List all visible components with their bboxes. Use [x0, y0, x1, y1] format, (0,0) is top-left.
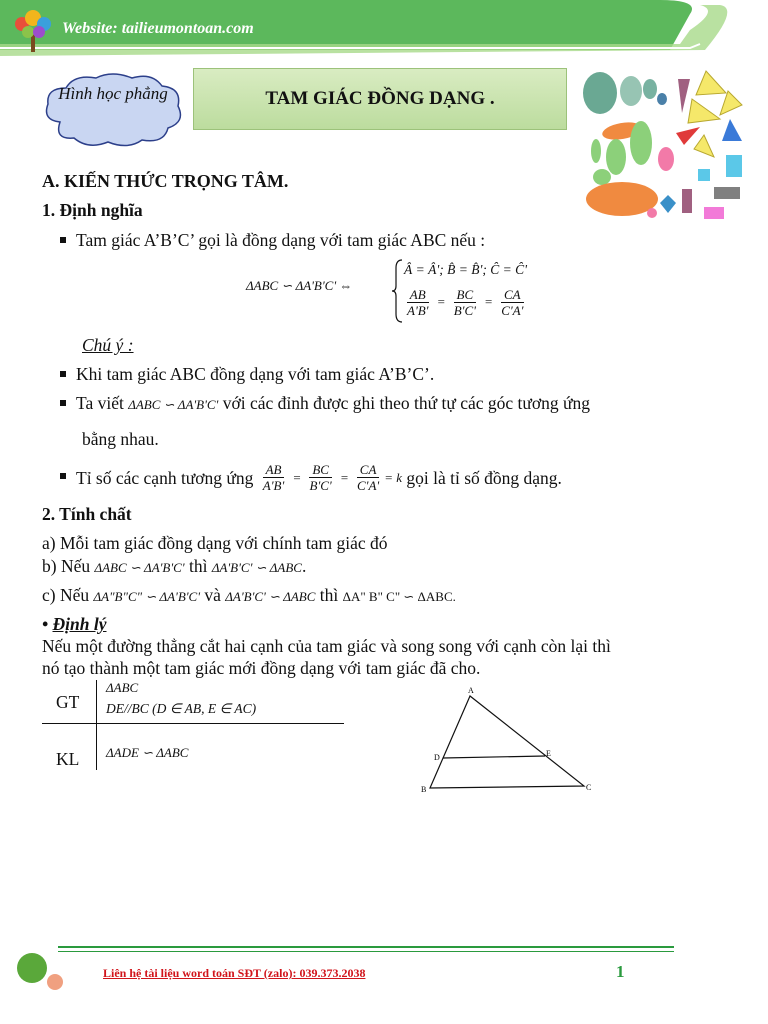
gt-line-2: DE//BC (D ∈ AB, E ∈ AC) — [106, 701, 257, 716]
property-b-math1: ΔABC ∽ ΔA'B'C' — [94, 560, 185, 575]
point-d-label: D — [434, 753, 440, 762]
definition-text: Tam giác A’B’C’ gọi là đồng dạng với tam giác ABC nếu : — [76, 230, 486, 250]
vertex-c-label: C — [586, 783, 592, 792]
property-c-math1: ΔA"B"C" ∽ ΔA'B'C' — [93, 589, 200, 604]
footer-line-top — [58, 946, 674, 948]
fraction-ca: $\frac{CA}{C'A'}$ — [501, 287, 524, 318]
kl-label: KL — [56, 749, 80, 769]
property-c-pre: c) Nếu — [42, 585, 90, 605]
property-c-math2: ΔA'B'C' ∽ ΔABC — [225, 589, 316, 604]
property-c — [42, 584, 456, 608]
bullet-icon — [60, 371, 66, 377]
point-e-label: E — [546, 749, 551, 758]
theorem-line-2: nó tạo thành một tam giác mới đồng dạng với tam giác đã cho. — [42, 658, 481, 678]
cloud-label: Hình học phẳng — [58, 84, 168, 103]
ratio-ab: $\frac{AB}{A'B'}$ — [262, 462, 285, 493]
note-2 — [60, 392, 590, 416]
property-a: a) Mỗi tam giác đồng dạng với chính tam giác đó — [42, 533, 388, 553]
decorative-shapes-icon — [580, 65, 755, 225]
kl-line: ΔADE ∽ ΔABC — [106, 745, 189, 760]
gt-label: GT — [56, 692, 80, 712]
properties-heading: 2. Tính chất — [42, 504, 132, 524]
section-a-heading: A. KIẾN THỨC TRỌNG TÂM. — [42, 171, 289, 191]
property-b-mid: thì — [188, 556, 208, 576]
vertex-b-label: B — [421, 785, 427, 794]
note-2-pre: Ta viết — [76, 393, 124, 413]
note-3: Tỉ số các cạnh tương ứng $\frac{AB}{A'B'}$ = $\frac{BC}{B'C'}$ = $\frac{CA}{C'A'}$ = k gọi là tỉ số đồng dạng. — [60, 462, 562, 493]
property-b-math2: ΔA'B'C' ∽ ΔABC — [211, 560, 302, 575]
formula-ratios: $\frac{AB}{A'B'}$ = $\frac{BC}{B'C'}$ = $\frac{CA}{C'A'}$ — [402, 287, 528, 318]
bullet-icon — [60, 400, 66, 406]
cloud-shape — [40, 70, 186, 148]
gt-line-1: ΔABC — [106, 680, 139, 695]
property-c-mid2: thì — [319, 585, 339, 605]
property-c-mid: và — [204, 585, 221, 605]
formula-left: ΔABC ∽ ΔA'B'C' ⇔ — [246, 278, 353, 293]
note-3-pre: Tỉ số các cạnh tương ứng — [76, 467, 254, 488]
note-1-text: Khi tam giác ABC đồng dạng với tam giác A’B’C’. — [76, 364, 435, 384]
theorem-heading: • Định lý — [42, 614, 107, 634]
website-label[interactable]: Website: tailieumontoan.com — [62, 20, 254, 37]
triangle-abc — [430, 696, 584, 788]
note-2-post: với các đỉnh được ghi theo thứ tự các góc tương ứng — [222, 393, 590, 413]
property-b — [42, 555, 306, 579]
page-title: TAM GIÁC ĐỒNG DẠNG . — [193, 68, 567, 130]
property-b-end: . — [301, 556, 307, 576]
triangle-figure — [410, 684, 610, 800]
note-1 — [60, 363, 434, 385]
tree-logo-icon — [8, 8, 58, 56]
formula-angles: Â = Â'; B̂ = B̂'; Ĉ = Ĉ' — [404, 262, 527, 277]
property-c-math3: ΔA" B" C" ∽ ΔABC. — [342, 589, 456, 604]
ratio-ca: $\frac{CA}{C'A'}$ — [357, 462, 380, 493]
note-3-post: gọi là tỉ số đồng dạng. — [406, 467, 562, 488]
footer-line-bottom — [58, 951, 674, 952]
footer-circles-icon — [12, 950, 70, 992]
ratio-k: = k — [384, 469, 402, 485]
note-2-math: ΔABC ∽ ΔA'B'C' — [128, 397, 219, 412]
vertex-a-label: A — [468, 686, 474, 695]
note-label: Chú ý : — [82, 335, 134, 355]
page-number: 1 — [616, 962, 625, 981]
ratio-bc: $\frac{BC}{B'C'}$ — [309, 462, 332, 493]
table-vertical-line — [96, 680, 97, 770]
fraction-bc: $\frac{BC}{B'C'}$ — [453, 287, 476, 318]
property-b-pre: b) Nếu — [42, 556, 91, 576]
definition-heading: 1. Định nghĩa — [42, 200, 143, 220]
note-2-line2: bằng nhau. — [82, 429, 159, 449]
theorem-heading-text: Định lý — [52, 614, 107, 634]
fraction-ab: $\frac{AB}{A'B'}$ — [407, 287, 429, 318]
footer-contact[interactable]: Liên hệ tài liệu word toán SĐT (zalo): 039.373.2038 — [103, 966, 366, 980]
bullet-icon — [60, 237, 66, 243]
table-horizontal-line — [42, 723, 344, 724]
segment-de — [443, 756, 545, 758]
bullet-icon — [60, 473, 66, 479]
definition-bullet — [60, 229, 485, 251]
theorem-line-1: Nếu một đường thẳng cắt hai cạnh của tam giác và song song với cạnh còn lại thì — [42, 636, 611, 656]
